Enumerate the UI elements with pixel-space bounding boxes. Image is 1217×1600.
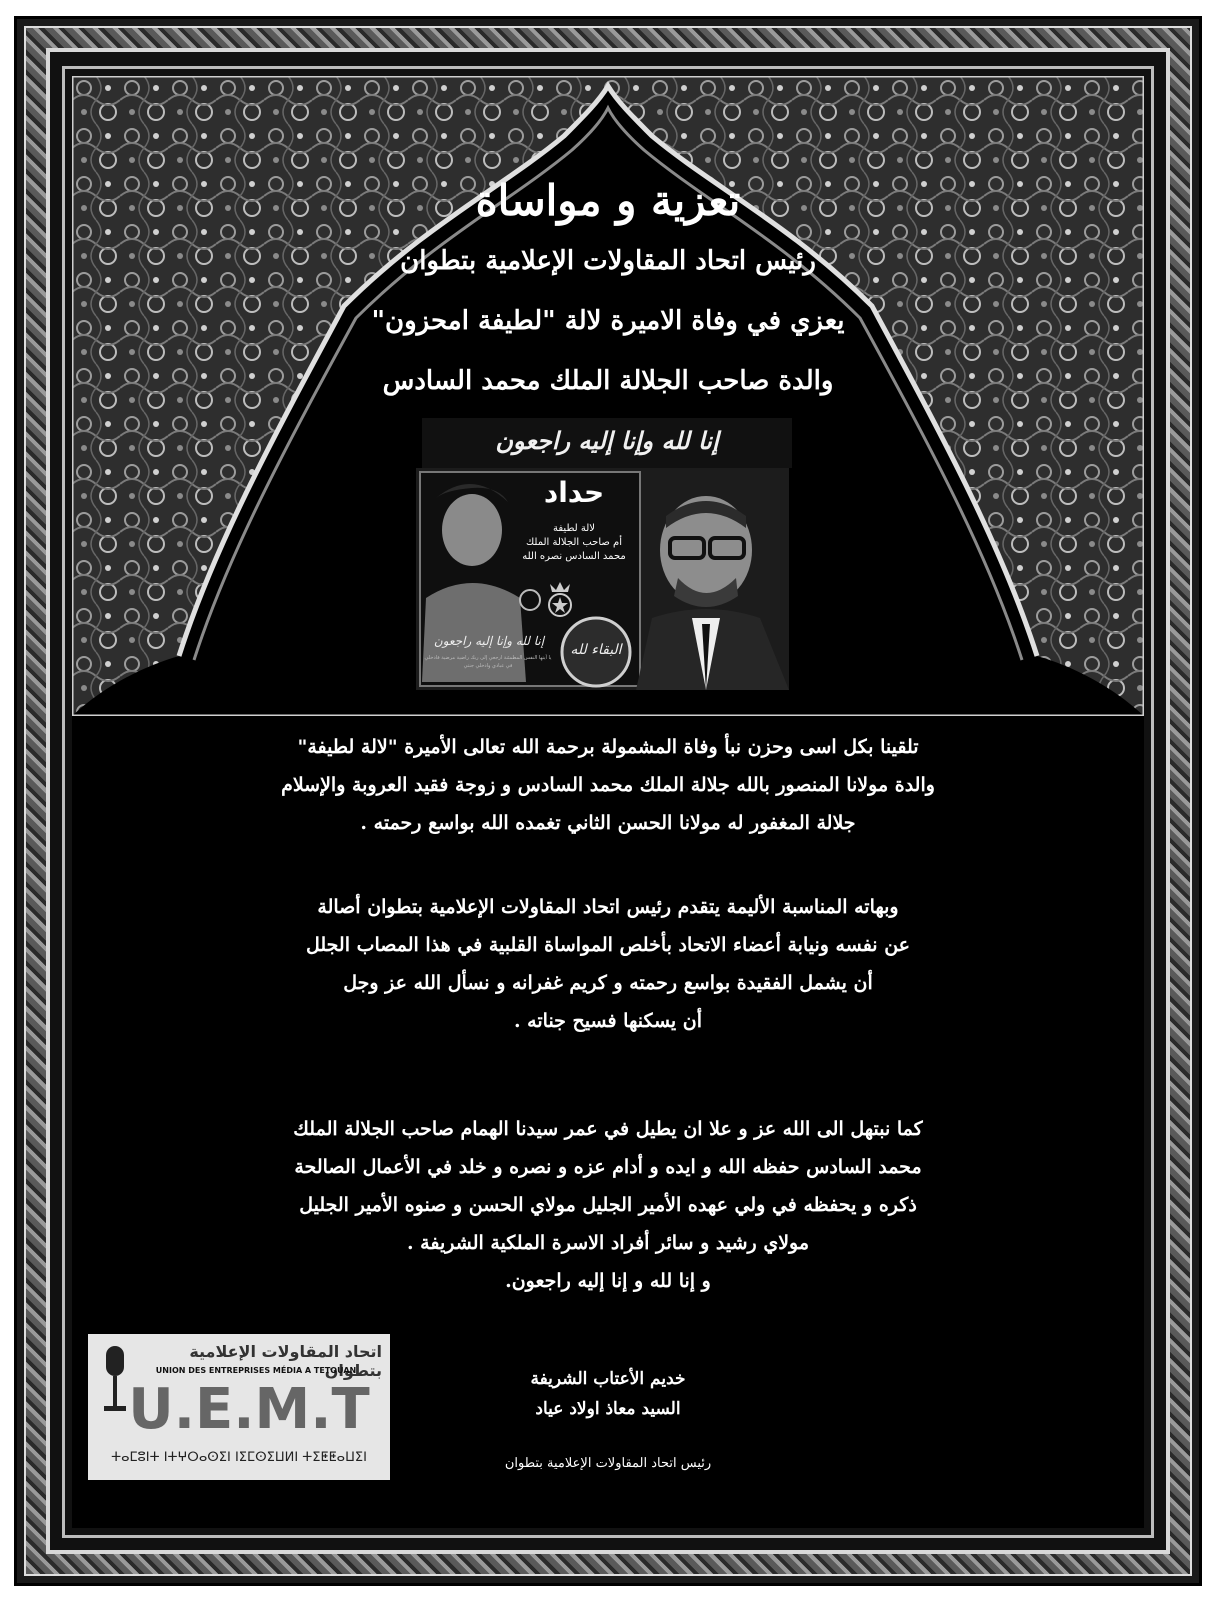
logo-french: UNION DES ENTREPRISES MÉDIA A TETOUAN [155, 1366, 357, 1375]
paragraph-2 [132, 888, 1084, 1040]
logo-arabic: اتحاد المقاولات الإعلامية بتطوان [189, 1342, 382, 1380]
signature-title: خديم الأعتاب الشريفة [530, 1369, 686, 1389]
logo-acronym: U.E.M.T [128, 1377, 370, 1442]
seal-text: البقاء لله [570, 642, 622, 658]
header-line-1: رئيس اتحاد المقاولات الإعلامية بتطوان [400, 246, 816, 276]
royal-crest-icon [542, 580, 578, 620]
page-title: تعزية و مواساة [475, 176, 741, 225]
logo-tifinagh: ⵜⴰⵎⵓⵏⵜ ⵏⵜⵖⵔⴰⵙⵉⵏ ⵏⵉⵎⵙⵉⵡⵍⵏ ⵜⵉⵟⵟⴰⵡⵉⵏ [111, 1450, 367, 1465]
calligraphy-text: إنا لله وإنا إليه راجعون [495, 426, 719, 455]
content-area [72, 76, 1144, 1528]
card-line-2: أم صاحب الجلالة الملك [525, 537, 623, 548]
header-line-3: والدة صاحب الجلالة الملك محمد السادس [382, 366, 834, 396]
p1-line-2: والدة مولانا المنصور بالله جلالة الملك محمد السادس و زوجة فقيد العروبة والإسلام [281, 774, 935, 796]
uemt-logo [88, 1334, 390, 1480]
p2-line-4: أن يسكنها فسيح جناته . [513, 1010, 703, 1032]
p3-line-1: كما نبتهل الى الله عز و علا ان يطيل في عمر سيدنا الهمام صاحب الجلالة الملك [293, 1118, 923, 1140]
p2-line-1: وبهاته المناسبة الأليمة يتقدم رئيس اتحاد المقاولات الإعلامية بتطوان أصالة [317, 896, 899, 918]
calligraphy-banner [422, 418, 792, 468]
p3-line-4: مولاي رشيد و سائر أفراد الاسرة الملكية الشريفة . [406, 1232, 810, 1254]
p2-line-3: أن يشمل الفقيدة بواسع رحمته و كريم غفرانه و نسأل الله عز وجل [343, 972, 873, 994]
paragraph-3 [132, 1110, 1084, 1300]
card-small-verse: يا أيتها النفس المطمئنة ارجعي إلى ربك راضية مرضية فادخلي في عبادي وادخلي جنتي [424, 655, 552, 669]
p1-line-1: تلقينا بكل اسى وحزن نبأ وفاة المشمولة برحمة الله تعالى الأميرة "لالة لطيفة" [297, 736, 919, 758]
paragraph-1 [132, 728, 1084, 842]
card-line-1: لالة لطيفة [553, 523, 595, 534]
mourning-heading: حداد [543, 476, 605, 509]
p3-line-5: و إنا لله و إنا إليه راجعون. [505, 1270, 711, 1292]
p2-line-2: عن نفسه ونيابة أعضاء الاتحاد بأخلص المواساة القلبية في هذا المصاب الجلل [305, 934, 911, 956]
p3-line-3: ذكره و يحفظه في ولي عهده الأمير الجليل مولاي الحسن و صنوه الأمير الجليل [299, 1194, 917, 1216]
header-line-2: يعزي في وفاة الاميرة لالة "لطيفة امحزون" [371, 306, 845, 336]
mourning-photo [416, 468, 789, 690]
signature-name: السيد معاذ اولاد عياد [535, 1399, 681, 1419]
p3-line-2: محمد السادس حفظه الله و ايده و أدام عزه و نصره و خلد في الأعمال الصالحة [294, 1156, 922, 1178]
signature-role: رئيس اتحاد المقاولات الإعلامية بتطوان [504, 1456, 712, 1471]
card-line-3: محمد السادس نصره الله [522, 551, 626, 562]
p1-line-3: جلالة المغفور له مولانا الحسن الثاني تغمده الله بواسع رحمته . [360, 812, 856, 834]
card-verse: إنا لله وإنا إليه راجعون [433, 634, 545, 648]
